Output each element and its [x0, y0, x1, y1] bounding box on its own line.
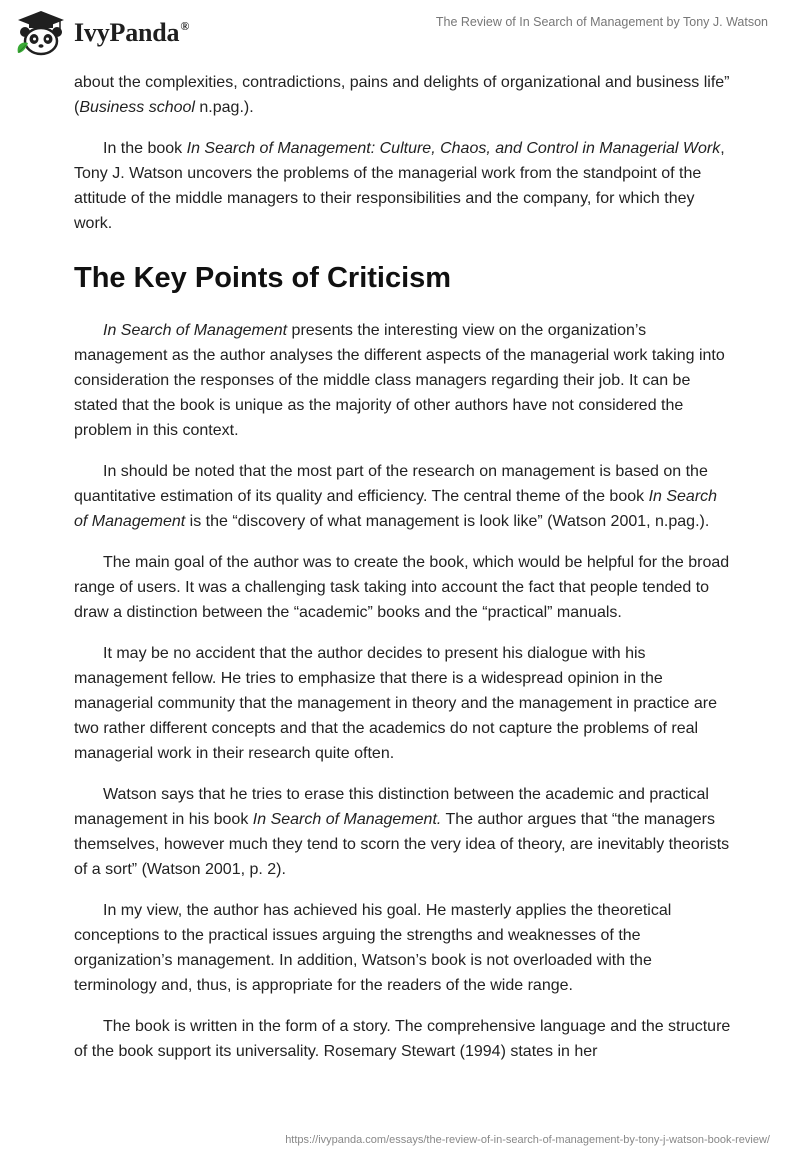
section-heading: The Key Points of Criticism [74, 262, 452, 294]
paragraph: In Search of Management presents the interesting view on the organization’s management as the author analyses the different aspects of the managerial work taking into consideration the responses of the middle class managers regarding their job. It can be stated that the book is unique as the majority of other authors have not considered the problem in this context. [74, 322, 725, 439]
paragraph: Watson says that he tries to erase this distinction between the academic and practical management in his book In Search of Management. The author argues that “the managers themselves, however much they tend to scorn the very idea of theory, are inevitably theorists of a sort” (Watson 2001, p. 2). [74, 786, 730, 878]
paragraph: In should be noted that the most part of the research on management is based on the quantitative estimation of its quality and efficiency. The central theme of the book In Search of Management is the “discovery of what management is look like” (Watson 2001, n.pag.). [74, 463, 718, 530]
paragraph: It may be no accident that the author decides to present his dialogue with his management fellow. He tries to emphasize that there is a widespread opinion in the managerial community that the management in theory and the management in practice are two rather different concepts and that the academics do not capture the problems of real managerial work in their research quite often. [74, 645, 718, 762]
paragraph: In my view, the author has achieved his goal. He masterly applies the theoretical conceptions to the practical issues arguing the strengths and weaknesses of the organization’s management. In addition, Watson’s book is not overloaded with the terminology and, thus, is appropriate for the readers of the wide range. [74, 902, 672, 994]
paragraph: The book is written in the form of a story. The comprehensive language and the structure of the book support its universality. Rosemary Stewart (1994) states in her [74, 1018, 731, 1060]
paragraph: In the book In Search of Management: Culture, Chaos, and Control in Managerial Work, Tony J. Watson uncovers the problems of the managerial work from the standpoint of the attitude of the middle managers to their responsibilities and the company, for which they work. [74, 140, 725, 232]
panda-graduate-icon [14, 9, 68, 57]
page-header [0, 0, 800, 70]
paragraph: about the complexities, contradictions, pains and delights of organizational and business life” (Business school n.pag.). [74, 74, 730, 116]
logo-wordmark: IvyPanda® [74, 18, 190, 47]
essay-content [74, 70, 734, 1064]
source-url[interactable]: https://ivypanda.com/essays/the-review-of-in-search-of-management-by-tony-j-watson-book-review/ [285, 1134, 770, 1146]
paragraph: The main goal of the author was to create the book, which would be helpful for the broad range of users. It was a challenging task taking into account the fact that people tended to draw a distinction between the “academic” books and the “practical” manuals. [74, 554, 730, 621]
ivypanda-logo[interactable] [14, 8, 204, 58]
running-title: The Review of In Search of Management by Tony J. Watson [435, 15, 768, 29]
